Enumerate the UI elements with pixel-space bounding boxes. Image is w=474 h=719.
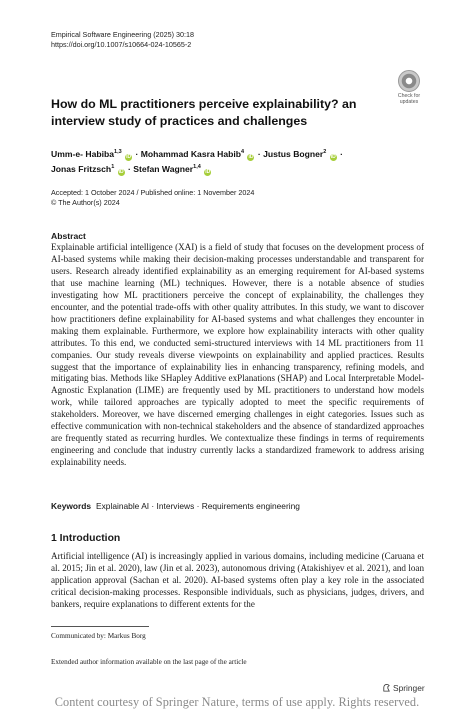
journal-header bbox=[51, 30, 194, 50]
introduction-text: Artificial intelligence (AI) is increasingly applied in various domains, including medicine (Caruana et al. 2015; Jin et al. 2020), law (Jin et al. 2023), autonomous driving (Atakishiyev et al. 2021), and loan application approval (Sachan et al. 2020). AI-based systems often play a key role in the associated critical decision-making processes. Responsible individuals, such as physicians, judges, drivers, and bankers, require explanations to different extents for the bbox=[51, 551, 424, 609]
section-heading: 1 Introduction bbox=[51, 533, 121, 544]
orcid-icon[interactable]: iD bbox=[126, 153, 132, 160]
paper-title: How do ML practitioners perceive explainability? an interview study of practices and challenges bbox=[51, 97, 357, 128]
author-name[interactable]: Stefan Wagner bbox=[133, 163, 194, 174]
author-name[interactable]: Justus Bogner bbox=[263, 148, 324, 159]
doi-link[interactable]: https://doi.org/10.1007/s10664-024-10565-2 bbox=[51, 40, 192, 49]
author-name[interactable]: Jonas Fritzsch bbox=[51, 163, 112, 174]
orcid-icon[interactable]: iD bbox=[248, 153, 254, 160]
badge-line-2: updates bbox=[399, 99, 419, 105]
author-affiliation: 4 bbox=[241, 149, 245, 155]
badge-line-1: Check for bbox=[397, 93, 421, 99]
courtesy-notice: Content courtesy of Springer Nature, terms of use apply. Rights reserved. bbox=[54, 695, 420, 709]
check-for-updates-badge[interactable] bbox=[394, 70, 424, 104]
abstract-heading: Abstract bbox=[51, 231, 86, 241]
badge-label bbox=[394, 93, 424, 105]
publication-dates bbox=[51, 188, 254, 208]
publisher-logo bbox=[382, 683, 425, 693]
author-affiliation: 1 bbox=[111, 163, 115, 170]
dates-line: Accepted: 1 October 2024 / Published online: 1 November 2024 bbox=[51, 188, 255, 197]
journal-citation: Empirical Software Engineering (2025) 30:18 bbox=[51, 30, 195, 39]
keywords-text: Explainable AI · Interviews · Requirements engineering bbox=[96, 501, 300, 511]
orcid-icon[interactable]: iD bbox=[330, 153, 336, 160]
extended-author-info: Extended author information available on the last page of the article bbox=[51, 658, 247, 666]
orcid-icon[interactable]: iD bbox=[205, 168, 211, 175]
orcid-icon[interactable]: iD bbox=[118, 168, 124, 175]
author-name[interactable]: Umm-e- Habiba bbox=[51, 148, 115, 159]
springer-horse-icon bbox=[382, 683, 391, 692]
author-affiliation: 1,3 bbox=[114, 149, 122, 155]
keywords-label: Keywords bbox=[51, 501, 92, 511]
communicated-by: Communicated by: Markus Borg bbox=[51, 632, 146, 640]
abstract-text: Explainable artificial intelligence (XAI) is a field of study that focuses on the development process of AI-based systems while making their decision-making processes understandable and transparent for users. Research already identified explainability as an emerging requirement for AI-based systems that use machine learning (ML) techniques. However, there is a notable absence of studies investigating how ML practitioners perceive the concept of explainability, the challenges they encounter, and the potential trade-offs with other quality attributes. In this study, we want to discover how practitioners define explainability for AI-based systems and what challenges they encounter in making them explainable. Furthermore, we explore how explainability interacts with other quality attributes. To this end, we conducted semi-structured interviews with 14 ML practitioners from 11 companies. Our study reveals diverse viewpoints on explainability and applied practices. Results suggest that the importance of explainability lies in enhancing transparency, refining models, and mitigating bias. Methods like SHapley Additive exPlanations (SHAP) and Local Interpretable Model-Agnostic Explanation (LIME) are frequently used by ML practitioners to understand how models work, while tailored approaches are typically adopted to meet the specific requirements of stakeholders. Moreover, we have discerned emerging challenges in eight categories. Issues such as effective communication with non-technical stakeholders and the absence of standardized approaches are frequently stated as recurring hurdles. We contextualize these findings in terms of requirements engineering and conclude that industry currently lacks a standardized framework to address arising explainability needs. bbox=[51, 242, 424, 468]
publisher-name: Springer bbox=[393, 683, 425, 693]
keywords bbox=[51, 501, 300, 512]
author-list: Umm-e- Habiba$^{1,3}$ iD · Mohammad Kasra Habib$^4$ iD · Justus Bogner$^2$ iD · Jonas Fritzsch$^1$ iD · Stefan Wagner$^{1,4}$ iD bbox=[51, 148, 343, 175]
author-affiliation: 1,4 bbox=[193, 163, 201, 170]
author-affiliation: 2 bbox=[323, 149, 327, 155]
copyright-line: © The Author(s) 2024 bbox=[51, 198, 120, 207]
crossmark-icon bbox=[398, 70, 420, 92]
footnote-divider bbox=[51, 626, 149, 627]
author-name[interactable]: Mohammad Kasra Habib bbox=[140, 148, 242, 159]
